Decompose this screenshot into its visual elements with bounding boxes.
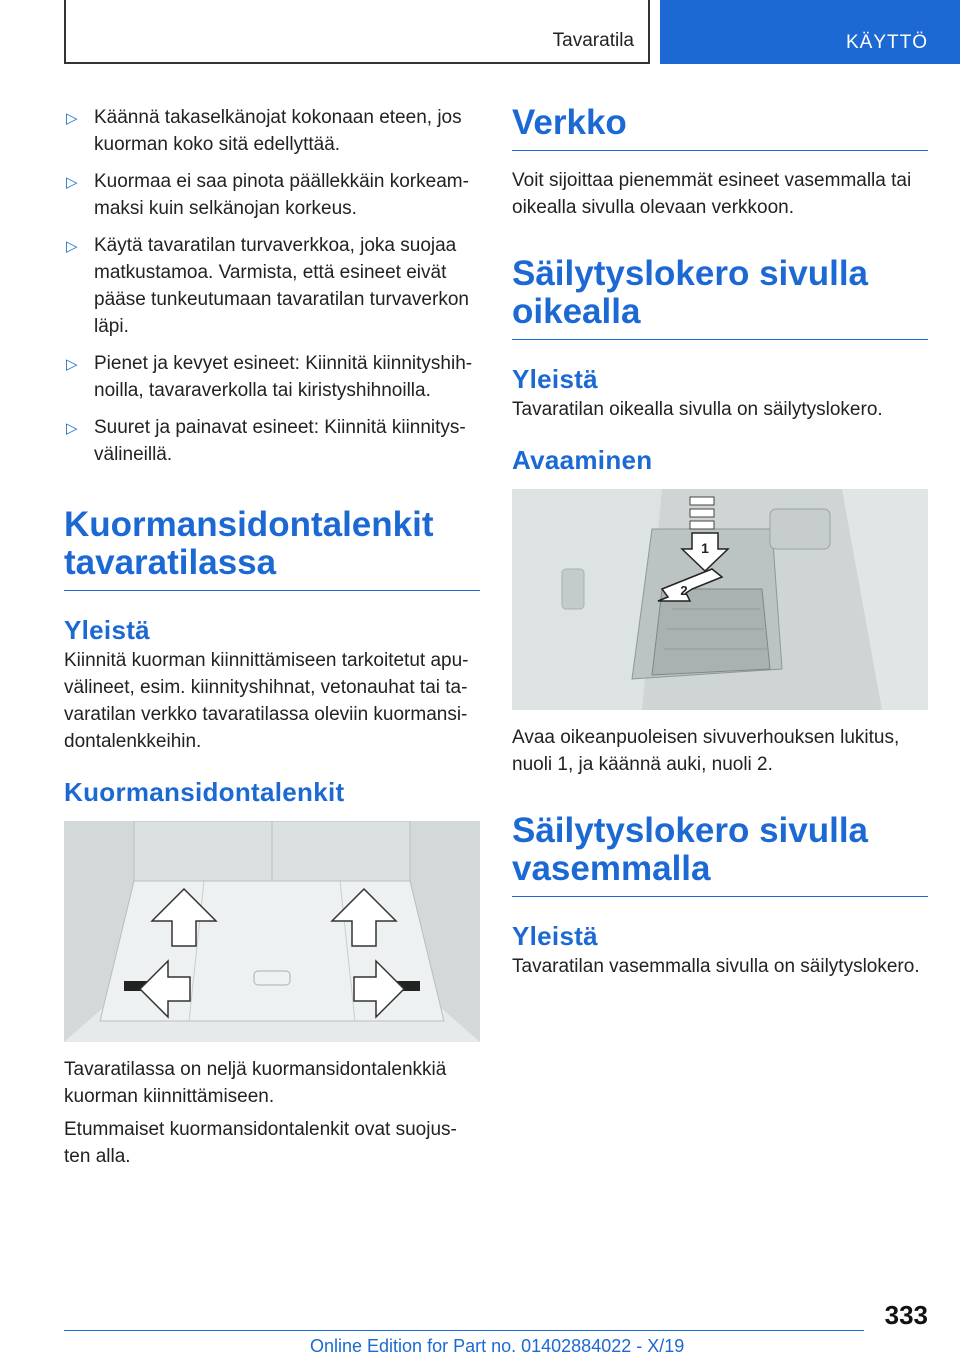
triangle-bullet-icon: ▷ xyxy=(66,420,78,437)
arrow-1-label: 1 xyxy=(701,540,709,556)
triangle-bullet-icon: ▷ xyxy=(66,238,78,255)
list-item: ▷ Käytä tavaratilan turvaverkkoa, joka suojaa matkustamoa. Varmista, että esineet eivät pääse tunkeutumaan tavaratilan turvaverkon läpi. xyxy=(66,235,469,337)
list-item: ▷ Suuret ja painavat esineet: Kiinnitä kiinnitys-välineillä. xyxy=(66,417,466,465)
triangle-bullet-icon: ▷ xyxy=(66,110,78,127)
footer-edition: Online Edition for Part no. 01402884022 - X/19 xyxy=(310,1336,685,1356)
header-chapter-tab xyxy=(660,0,960,64)
footer-divider xyxy=(64,1330,864,1331)
triangle-bullet-icon: ▷ xyxy=(66,174,78,191)
section-title-right-storage: Säilytyslokero sivulla oikealla xyxy=(512,255,928,340)
section-title-left-storage: Säilytyslokero sivulla vasemmalla xyxy=(512,812,928,897)
section-title-lashing-points: Kuormansidontalenkit tavaratilassa xyxy=(64,506,480,591)
storage-compartment-image xyxy=(512,489,928,710)
left-column xyxy=(64,104,480,1170)
bullet-list xyxy=(64,104,480,468)
opening-text: Avaa oikeanpuoleisen sivuverhouksen lukitus, nuoli 1, ja käännä auki, nuoli 2. xyxy=(512,727,900,775)
triangle-bullet-icon: ▷ xyxy=(66,356,78,373)
front-lashing-note: Etummaiset kuormansidontalenkit ovat suojus-ten alla. xyxy=(64,1119,457,1167)
right-general-heading: Yleistä xyxy=(512,364,598,394)
opening-heading: Avaaminen xyxy=(512,445,653,475)
arrow-2-label: 2 xyxy=(680,583,688,598)
list-item: ▷ Kuormaa ei saa pinota päällekkäin korkeam-maksi kuin selkänojan korkeus. xyxy=(66,171,469,219)
section-title-net: Verkko xyxy=(512,104,928,151)
lashing-heading: Kuormansidontalenkit xyxy=(64,777,345,807)
page-number: 333 xyxy=(884,1300,928,1330)
list-item: ▷ Käännä takaselkänojat kokonaan eteen, jos kuorman koko sitä edellyttää. xyxy=(66,107,462,155)
header-chapter-title: KÄYTTÖ xyxy=(845,32,928,53)
figure-caption: Tavaratilassa on neljä kuormansidontalenkkiä kuorman kiinnittämiseen. xyxy=(64,1059,447,1107)
storage-compartment-illustration xyxy=(512,489,928,710)
cargo-area-illustration xyxy=(64,821,480,1042)
right-column xyxy=(512,104,928,980)
left-general-heading: Yleistä xyxy=(512,921,598,951)
cargo-area-image xyxy=(64,821,480,1042)
list-item: ▷ Pienet ja kevyet esineet: Kiinnitä kiinnityshih-noilla, tavaraverkolla tai kiristyshihnoilla. xyxy=(66,353,473,401)
general-heading: Yleistä xyxy=(64,615,150,645)
net-text: Voit sijoittaa pienemmät esineet vasemmalla tai oikealla sivulla olevaan verkkoon. xyxy=(512,170,912,218)
header-section-title: Tavaratila xyxy=(552,30,634,51)
right-general-text: Tavaratilan oikealla sivulla on säilytyslokero. xyxy=(512,399,883,420)
general-text: Kiinnitä kuorman kiinnittämiseen tarkoitetut apu-välineet, esim. kiinnityshihnat, vetonauhat tai ta-varatilan verkko tavaratilassa oleviin kuormansi-dontalenkkeihin. xyxy=(64,650,469,752)
left-general-text: Tavaratilan vasemmalla sivulla on säilytyslokero. xyxy=(512,956,920,977)
header-section-box xyxy=(64,0,650,64)
